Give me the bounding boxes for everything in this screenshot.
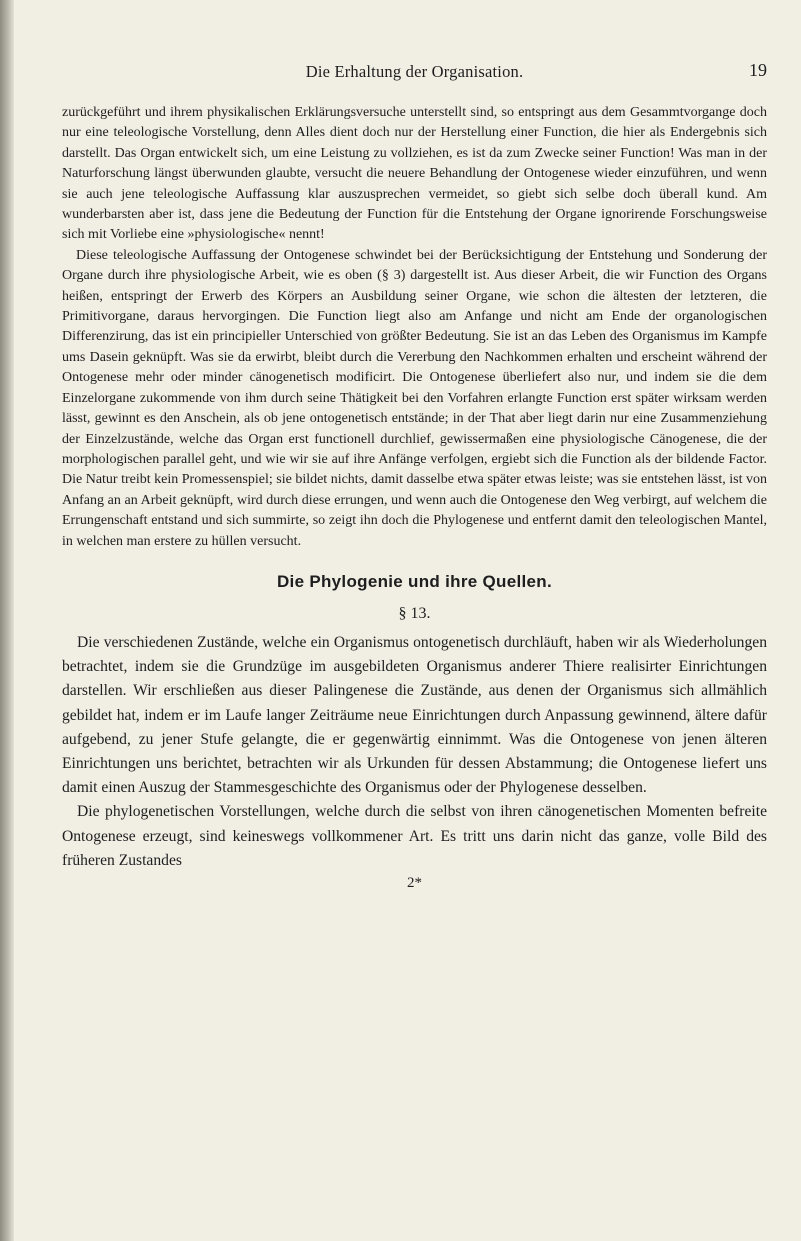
- running-title: Die Erhaltung der Organisation.: [305, 62, 524, 81]
- section-number: § 13.: [398, 604, 431, 622]
- paragraph: Die phylogenetischen Vorstellungen, welche durch die selbst von ihren cänogenetischen Momenten befreite Ontogenese erzeugt, sind keineswegs vollkommener Art. Es tritt uns darin nicht das ganze, volle Bild des früheren Zustandes: [62, 803, 767, 869]
- book-page: [62, 60, 767, 892]
- paragraph: Die verschiedenen Zustände, welche ein Organismus ontogenetisch durchläuft, haben wir als Wiederholungen betrachtet, indem sie die Grundzüge im ausgebildeten Organismus anderer Thiere realisirter Einrichtungen darstellen. Wir erschließen aus dieser Palingenese die Zustände, aus denen der Organismus sich allmählich gebildet hat, indem er im Laufe langer Zeiträume neue Einrichtungen durch Anpassung gewinnend, ältere dafür aufgebend, zu jener Stufe gelangte, die er gegenwärtig einnimmt. Was die Ontogenese von jenen älteren Einrichtungen uns berichtet, betrachten wir als Urkunden für dessen Abstammung; die Ontogenese liefert uns damit einen Auszug der Stammesgeschichte des Organismus oder der Phylogenese desselben.: [62, 633, 767, 797]
- running-header: [62, 60, 767, 84]
- page-number: 19: [749, 60, 767, 80]
- body-text-part-2: [62, 631, 767, 873]
- paragraph: zurückgeführt und ihrem physikalischen Erklärungsversuche unterstellt sind, so entspringt aus dem Gesammtvorgange doch nur eine teleologische Vorstellung, denn Alles dient doch nur der Herstellung einer Function, die hier als Endergebnis sich darstellt. Das Organ entwickelt sich, um eine Leistung zu vollziehen, es ist da zum Zwecke seiner Function! Was man in der Naturforschung längst überwunden glaubte, versucht die neuere Behandlung der Ontogenese wieder einzuführen, und wenn sie auch jene teleologische Auffassung klar auszusprechen vermeidet, so giebt sich selbe doch überall kund. Am wunderbarsten aber ist, dass jene die Bedeutung der Function für die Entstehung der Organe ignorirende Forschungsweise sich mit Vorliebe eine »physiologische« nennt!: [62, 105, 767, 243]
- chapter-heading: Die Phylogenie und ihre Quellen.: [276, 571, 553, 591]
- paragraph: Diese teleologische Auffassung der Ontogenese schwindet bei der Berücksichtigung der Entstehung und Sonderung der Organe durch ihre physiologische Arbeit, wie es oben (§ 3) dargestellt ist. Aus dieser Arbeit, die wir Function des Organs heißen, entspringt der Erwerb des Körpers an Ausbildung seiner Organe, wie schon die ältesten der letzteren, die Primitivorgane, daraus hervorgingen. Die Function liegt also am Anfange und nicht am Ende der organologischen Differenzirung, das ist ein principieller Unterschied von größter Bedeutung. Sie ist an das Leben des Organismus im Kampfe ums Dasein geknüpft. Was sie da erwirbt, bleibt durch die Vererbung den Nachkommen erhalten und erscheint während der Ontogenese mehr oder minder cänogenetisch modificirt. Die Ontogenese überliefert also nur, und indem sie die dem Einzelorgane zukommende von ihm durch seine Thätigkeit bei den Vorfahren erlangte Function erst später wirksam werden lässt, gewinnt es den Anschein, als ob jene ontogenetisch entstände; in der That aber liegt darin nur eine Zusammenziehung der Einzelzustände, welche das Organ erst functionell durchlief, gewissermaßen eine physiologische Cänogenese, die der morphologischen parallel geht, und wie wir sie auf ihre Anfänge verfolgen, ergiebt sich die Function als der bildende Factor. Die Natur treibt kein Promessenspiel; sie bildet nichts, damit dasselbe etwa später etwas leiste; was sie entstehen lässt, ist von Anfang an an Arbeit geknüpft, wird durch diese errungen, und wenn auch die Ontogenese den Weg verbirgt, auf welchem die Errungenschaft entstand und sich summirte, so zeigt ihn doch die Phylogenese und entfernt damit den teleologischen Mantel, in welchen man erstere zu hüllen versucht.: [62, 247, 767, 549]
- body-text-part-1: [62, 103, 767, 552]
- book-spine-shadow: [0, 0, 14, 1241]
- signature-mark: 2*: [407, 874, 422, 891]
